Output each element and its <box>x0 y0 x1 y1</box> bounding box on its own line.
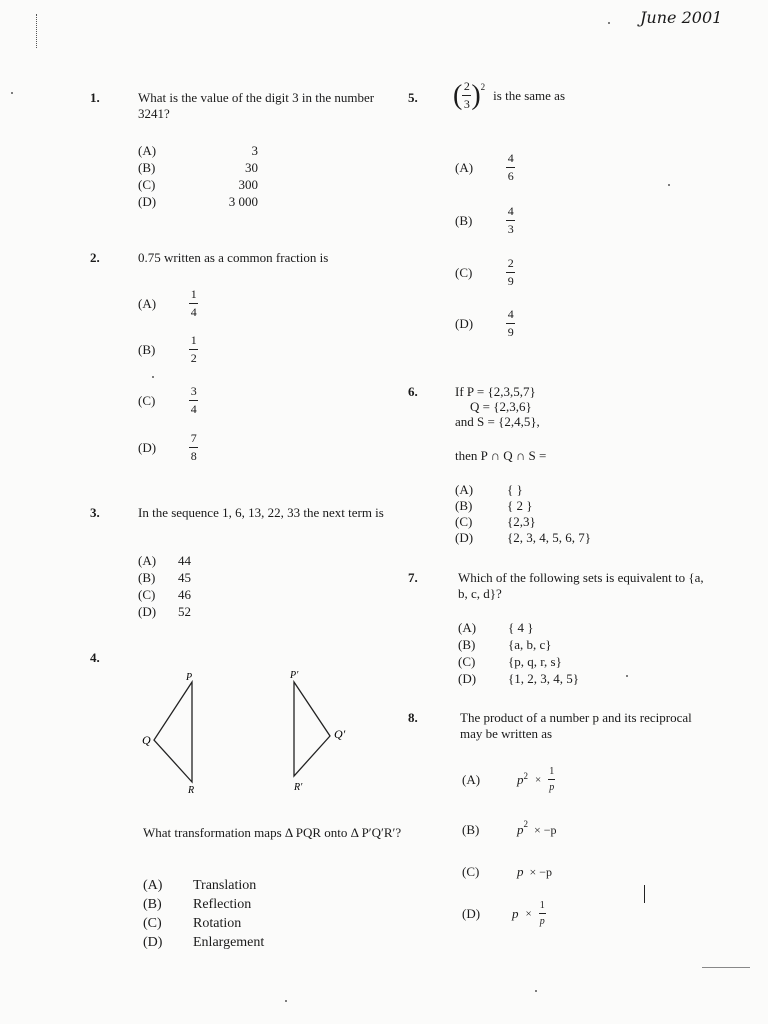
question-6-sets <box>455 384 546 463</box>
option-fraction <box>506 152 515 183</box>
option-fraction <box>189 385 198 416</box>
close-paren: ) <box>471 79 481 111</box>
option-row[interactable] <box>458 654 579 671</box>
vertex-q-prime-label: Q′ <box>334 727 346 741</box>
question-5-option-a[interactable] <box>455 152 515 183</box>
fraction-denominator: 4 <box>190 305 197 319</box>
option-value: {a, b, c} <box>508 637 552 652</box>
option-label: (B) <box>455 212 473 228</box>
question-5-option-b[interactable] <box>455 205 515 236</box>
option-value: Translation <box>193 878 257 893</box>
set-s-definition: and S = {2,4,5}, <box>455 414 540 429</box>
option-row[interactable] <box>458 620 579 637</box>
option-value: 3 000 <box>228 194 258 209</box>
vertex-r-prime-label: R′ <box>294 782 303 793</box>
option-exponent: 2 <box>523 819 528 829</box>
option-operator: × −p <box>529 864 553 879</box>
question-6-options <box>455 482 591 546</box>
set-q-definition: Q = {2,3,6} <box>470 399 532 414</box>
option-label: (C) <box>458 654 476 669</box>
fraction-numerator: 2 <box>507 256 514 270</box>
question-5-expression <box>453 80 565 111</box>
scan-mark <box>36 14 38 48</box>
option-row[interactable] <box>138 604 191 621</box>
scan-speck <box>626 675 628 677</box>
scan-speck <box>608 22 610 24</box>
option-label: (D) <box>455 315 474 331</box>
fraction-denominator: 6 <box>507 169 514 183</box>
option-label: (A) <box>455 159 474 175</box>
option-label: (B) <box>138 160 156 175</box>
fraction-numerator: 4 <box>507 151 514 165</box>
fraction-denominator: 8 <box>190 449 197 463</box>
question-5-fraction <box>462 80 471 111</box>
fraction-denominator: 3 <box>463 97 470 111</box>
question-1-options <box>138 143 258 211</box>
scan-speck <box>668 184 670 186</box>
option-row[interactable] <box>455 498 591 514</box>
question-7-options <box>458 620 579 688</box>
option-label: (A) <box>462 771 481 787</box>
fraction-numerator: 1 <box>539 900 545 911</box>
option-label: (D) <box>138 439 157 455</box>
option-label: (C) <box>138 177 156 192</box>
option-base: p <box>512 905 519 921</box>
option-label: (B) <box>138 570 156 585</box>
fraction-denominator: 2 <box>190 351 197 365</box>
question-3-options <box>138 553 191 621</box>
option-label: (B) <box>138 341 156 357</box>
vertex-q-label: Q <box>142 733 151 747</box>
question-6-text: then P ∩ Q ∩ S = <box>455 448 547 463</box>
option-label: (D) <box>458 671 477 686</box>
question-2-number: 2. <box>90 250 100 265</box>
option-value: Rotation <box>193 916 242 931</box>
option-row[interactable] <box>138 570 191 587</box>
option-operator: × −p <box>534 822 557 837</box>
option-value: 30 <box>245 160 258 175</box>
option-base: p <box>517 822 524 837</box>
option-label: (A) <box>138 553 157 568</box>
scan-speck <box>285 1000 287 1002</box>
option-value: {1, 2, 3, 4, 5} <box>508 671 579 686</box>
option-label: (A) <box>143 878 163 893</box>
option-fraction <box>506 257 515 288</box>
option-value: 3 <box>251 143 258 158</box>
option-label: (A) <box>138 295 157 311</box>
option-row[interactable] <box>455 530 591 546</box>
question-7-text: Which of the following sets is equivalent to {a, b, c, d}? <box>458 570 704 601</box>
exam-date: June 2001 <box>640 8 723 27</box>
question-1-text: What is the value of the digit 3 in the number 3241? <box>138 90 375 121</box>
question-2-option-a[interactable] <box>138 288 198 319</box>
fraction-numerator: 4 <box>507 204 514 218</box>
option-row[interactable] <box>455 482 591 498</box>
option-value: 300 <box>238 177 258 192</box>
option-label: (C) <box>138 392 156 408</box>
option-exponent: 2 <box>523 771 528 781</box>
option-fraction <box>189 288 198 319</box>
fraction-numerator: 1 <box>549 766 555 777</box>
fraction-numerator: 2 <box>463 79 470 93</box>
option-label: (A) <box>455 482 474 497</box>
option-row[interactable] <box>138 194 258 211</box>
question-5-option-c[interactable] <box>455 257 515 288</box>
question-4-text: What transformation maps Δ PQR onto Δ P′Q′R′? <box>143 825 402 840</box>
fraction-denominator: p <box>549 782 555 793</box>
option-label: (D) <box>138 194 157 209</box>
question-6-number: 6. <box>408 384 418 399</box>
option-value: 46 <box>178 587 191 602</box>
triangle-p2q2r2 <box>294 682 330 776</box>
option-label: (D) <box>455 530 474 545</box>
question-8-option-b[interactable] <box>462 819 557 838</box>
option-label: (A) <box>138 143 157 158</box>
option-row[interactable] <box>138 553 191 570</box>
question-8-option-d[interactable] <box>462 900 546 927</box>
question-8-option-a[interactable] <box>462 766 555 793</box>
fraction-denominator: 4 <box>190 402 197 416</box>
option-value: {2,3} <box>507 514 536 529</box>
question-1-number: 1. <box>90 90 100 105</box>
question-4-number: 4. <box>90 650 100 665</box>
option-label: (C) <box>455 514 473 529</box>
option-value: {p, q, r, s} <box>508 654 562 669</box>
option-label: (D) <box>462 905 481 921</box>
scan-speck <box>152 376 154 378</box>
scan-mark <box>702 967 750 968</box>
option-value: { } <box>507 482 523 497</box>
open-paren: ( <box>453 79 463 111</box>
vertex-r-label: R <box>188 785 195 796</box>
fraction-denominator: 9 <box>507 274 514 288</box>
question-4-options <box>143 878 264 954</box>
option-label: (C) <box>143 916 162 931</box>
option-label: (C) <box>455 264 473 280</box>
question-3-number: 3. <box>90 505 100 520</box>
triangle-pqr <box>154 682 192 782</box>
option-fraction <box>506 205 515 236</box>
option-row[interactable] <box>138 160 258 177</box>
option-row[interactable] <box>458 637 579 654</box>
scan-mark <box>644 885 645 903</box>
fraction-numerator: 1 <box>190 333 197 347</box>
option-base: p <box>517 864 524 879</box>
fraction-numerator: 7 <box>190 431 197 445</box>
fraction-denominator: 3 <box>507 222 514 236</box>
triangles-diagram <box>130 660 370 800</box>
option-fraction <box>189 334 198 365</box>
option-value: 45 <box>178 570 191 585</box>
question-8-option-c[interactable] <box>462 864 552 880</box>
question-5-number: 5. <box>408 90 418 105</box>
option-value: Enlargement <box>193 935 265 950</box>
option-label: (C) <box>138 587 156 602</box>
option-row[interactable] <box>458 671 579 688</box>
option-label: (B) <box>143 897 162 912</box>
option-label: (D) <box>143 935 163 950</box>
option-row[interactable] <box>138 143 258 160</box>
scan-speck <box>535 990 537 992</box>
question-2-option-c[interactable] <box>138 385 198 416</box>
question-2-text: 0.75 written as a common fraction is <box>138 250 329 265</box>
option-fraction <box>548 766 555 793</box>
question-5-text: is the same as <box>493 87 565 103</box>
option-row[interactable] <box>455 514 591 530</box>
question-7-number: 7. <box>408 570 418 585</box>
option-fraction <box>506 308 515 339</box>
option-row[interactable] <box>138 587 191 604</box>
option-value: 52 <box>178 604 191 619</box>
option-label: (D) <box>138 604 157 619</box>
option-base: p <box>517 771 524 787</box>
option-label: (B) <box>455 498 473 513</box>
option-row[interactable] <box>138 177 258 194</box>
option-label: (C) <box>462 864 480 879</box>
option-value: { 2 } <box>507 498 533 513</box>
scan-speck <box>11 92 13 94</box>
question-8-number: 8. <box>408 710 418 725</box>
vertex-p-prime-label: P′ <box>290 670 299 681</box>
set-p-definition: If P = {2,3,5,7} <box>455 384 536 399</box>
option-value: Reflection <box>193 897 252 912</box>
option-operator: × <box>535 773 542 786</box>
option-label: (B) <box>462 822 480 837</box>
option-row[interactable] <box>143 935 264 954</box>
option-row[interactable] <box>143 878 264 897</box>
option-label: (B) <box>458 637 476 652</box>
fraction-numerator: 4 <box>507 307 514 321</box>
question-5-option-d[interactable] <box>455 308 515 339</box>
fraction-denominator: p <box>539 916 545 927</box>
option-value: {2, 3, 4, 5, 6, 7} <box>507 530 591 545</box>
vertex-p-label: P <box>186 672 193 683</box>
option-value: 44 <box>178 553 191 568</box>
question-2-option-d[interactable] <box>138 432 198 463</box>
option-fraction <box>189 432 198 463</box>
question-3-text: In the sequence 1, 6, 13, 22, 33 the next term is <box>138 505 384 520</box>
fraction-denominator: 9 <box>507 325 514 339</box>
option-row[interactable] <box>143 897 264 916</box>
option-value: { 4 } <box>508 620 534 635</box>
option-row[interactable] <box>143 916 264 935</box>
option-label: (A) <box>458 620 477 635</box>
exponent: 2 <box>480 82 486 92</box>
question-8-text: The product of a number p and its reciprocal may be written as <box>460 710 692 741</box>
fraction-numerator: 1 <box>190 287 197 301</box>
question-2-option-b[interactable] <box>138 334 198 365</box>
option-operator: × <box>525 907 532 920</box>
option-fraction <box>539 900 546 927</box>
fraction-numerator: 3 <box>190 384 197 398</box>
